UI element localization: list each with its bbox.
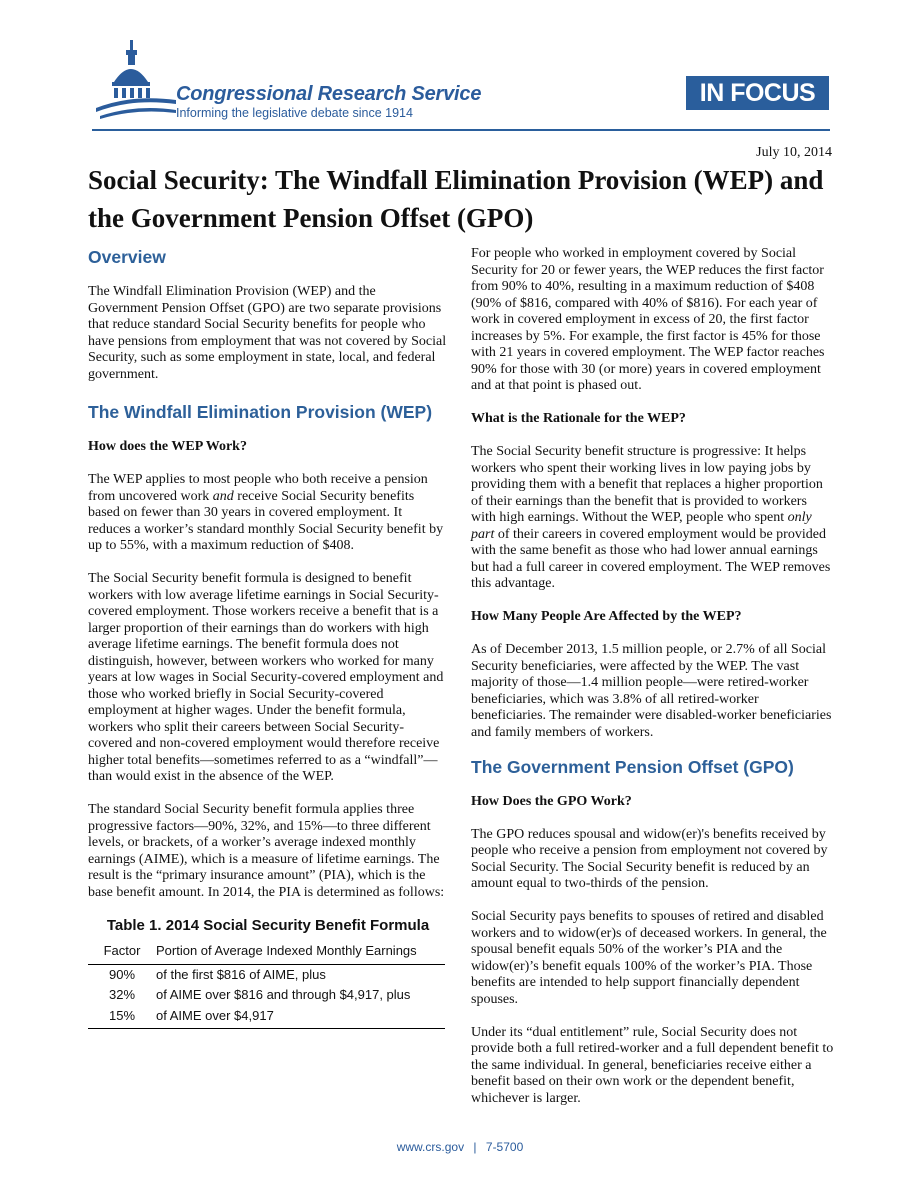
capitol-dome-logo: [92, 38, 178, 124]
how-wep-works-heading: How does the WEP Work?: [88, 439, 247, 454]
table-cell-factor: 32%: [108, 987, 136, 1002]
wep-paragraph-2: The Social Security benefit formula is designed to benefit workers with low average lifetime earnings in Social Security-covered employment. Those workers receive a benefit that is a larger proportion of their earnings than do workers with high average lifetime earnings. The benefit formula does not distinguish, however, between workers who worked for many years at low wages in Social Security-covered employment and those who worked briefly in Social Security-covered employment at higher wages. Under the benefit formula, workers who split their careers between Social Security-covered and non-covered employment would therefore receive higher total benefits—sometimes referred to as a “windfall”—than would exist in the absence of the WEP.: [88, 571, 444, 784]
how-gpo-works-heading: How Does the GPO Work?: [471, 793, 632, 809]
table-cell-portion: of the first $816 of AIME, plus: [156, 966, 326, 982]
table-row: [88, 1006, 445, 1029]
right-column: [471, 246, 835, 1124]
wep-rationale-paragraph: The Social Security benefit structure is progressive: It helps workers who spent their working lives in low paying jobs by providing them with a benefit that replaces a higher proportion of their earnings than the benefit that is provided to workers with high earnings. Without the WEP, people who spent only part of their careers in covered employment would be provided with the same benefit as those who had lower annual earnings but had a full career in covered employment. The WEP removes this advantage.: [471, 444, 831, 591]
table-cell-portion: of AIME over $4,917: [156, 1006, 445, 1029]
wep-affected-heading: How Many People Are Affected by the WEP?: [471, 609, 742, 624]
table-header-portion: Portion of Average Indexed Monthly Earnings: [156, 940, 445, 964]
wep-affected-paragraph: As of December 2013, 1.5 million people, or 2.7% of all Social Security beneficiaries, were affected by the WEP. The vast majority of those—1.4 million people—were retired-worker beneficiaries, which was 3.8% of all retired-worker beneficiaries. The remainder were disabled-worker beneficiaries and family members of workers.: [471, 642, 832, 740]
benefit-formula-table: [88, 940, 445, 1029]
gpo-paragraph-2: Social Security pays benefits to spouses of retired and disabled workers and to widow(er)s of deceased workers. In general, the spousal benefit equals 50% of the worker’s PIA and the widow(er)’s benefit equals 100% of the worker’s PIA. Those benefits are intended to help support financially dependent spouses.: [471, 909, 827, 1007]
table-caption: Table 1. 2014 Social Security Benefit Formula: [106, 916, 430, 934]
table-cell-portion: of AIME over $816 and through $4,917, plus: [156, 987, 411, 1002]
publication-date: July 10, 2014: [756, 145, 832, 160]
org-name: Congressional Research Service: [176, 83, 482, 105]
header-divider: [92, 129, 830, 131]
page-title: Social Security: The Windfall Elimination Provision (WEP) and the Government Pension Offset (GPO): [88, 165, 824, 233]
gpo-section-heading: The Government Pension Offset (GPO): [471, 756, 794, 777]
left-column: [88, 240, 448, 1029]
overview-paragraph: The Windfall Elimination Provision (WEP) and the Government Pension Offset (GPO) are two separate provisions that reduce standard Social Security benefits for people who have pensions from employment that was not covered by Social Security, such as some employment in state, local, and federal government.: [88, 284, 447, 382]
wep-rationale-heading: What is the Rationale for the WEP?: [471, 411, 686, 426]
footer-report-code: 7-5700: [485, 1140, 524, 1154]
org-tagline: Informing the legislative debate since 1914: [176, 106, 413, 120]
wep-paragraph-1: The WEP applies to most people who both receive a pension from uncovered work and receive Social Security benefits based on fewer than 30 years in covered employment. It reduces a worker’s standard monthly Social Security benefit by up to 55%, with a maximum reduction of $408.: [88, 472, 444, 553]
gpo-paragraph-3: Under its “dual entitlement” rule, Social Security does not provide both a full retired-worker and a full dependent benefit to the same individual. In general, beneficiaries receive either a benefit based on their own work or the dependent benefit, whichever is larger.: [471, 1024, 834, 1106]
in-focus-badge: IN FOCUS: [686, 76, 829, 110]
wep-factor-paragraph: For people who worked in employment covered by Social Security for 20 or fewer years, the WEP reduces the first factor from 90% to 40%, resulting in a maximum reduction of $408 (90% of $816, compared with 40% of $816). For each year of work in covered employment in excess of 20, the first factor increases by 5%. For example, the first factor is 45% for those with 21 years in covered employment. The WEP factor reaches 90% for those with 30 (or more) years in covered employment and at that point is phased out.: [471, 246, 825, 393]
table-cell-factor: 15%: [88, 1006, 156, 1029]
footer-site-link[interactable]: www.crs.gov: [396, 1140, 465, 1154]
wep-section-heading: The Windfall Elimination Provision (WEP): [88, 402, 433, 422]
table-header-factor: Factor: [88, 940, 156, 964]
overview-heading: Overview: [88, 247, 166, 267]
page-footer: [0, 1140, 920, 1154]
table-row: [88, 964, 445, 985]
wep-paragraph-3: The standard Social Security benefit formula applies three progressive factors—90%, 32%, and 15%—to three different levels, or brackets, of a worker’s average indexed monthly earnings (AIME), which is a measure of lifetime earnings. The result is the “primary insurance amount” (PIA), which is the base benefit amount. In 2014, the PIA is determined as follows:: [88, 802, 445, 900]
footer-separator: |: [473, 1140, 477, 1154]
table-cell-factor: 90%: [108, 966, 136, 982]
table-row: [88, 985, 445, 1006]
gpo-paragraph-1: The GPO reduces spousal and widow(er)'s benefits received by people who receive a pension from employment not covered by Social Security. The Social Security benefit is reduced by an amount equal to two-thirds of the pension.: [471, 826, 828, 891]
